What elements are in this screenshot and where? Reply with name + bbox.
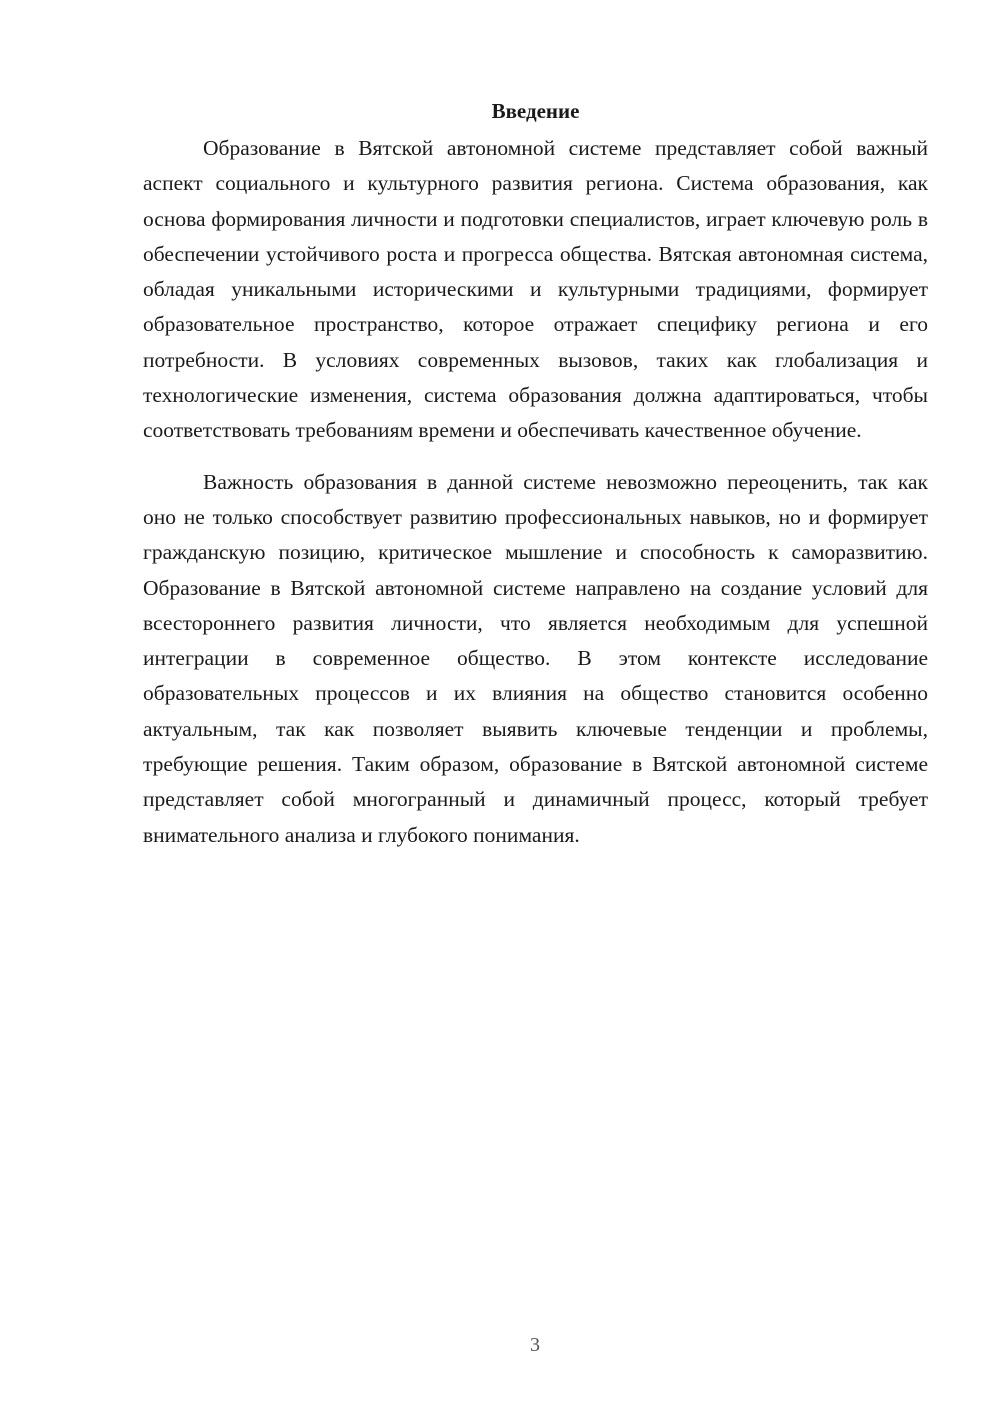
paragraph-2: Важность образования в данной системе невозможно переоценить, так как оно не только способствует развитию профессиональных навыков, но и формирует гражданскую позицию, критическое мышление и способность к саморазвитию. Образование в Вятской автономной системе направлено на создание условий для всестороннего развития личности, что является необходимым для успешной интеграции в современное общество. В этом контексте исследование образовательных процессов и их влияния на общество становится особенно актуальным, так как позволяет выявить ключевые тенденции и проблемы, требующие решения. Таким образом, образование в Вятской автономной системе представляет собой многогранный и динамичный процесс, который требует внимательного анализа и глубокого понимания. — [143, 469, 928, 847]
section-heading: Введение — [491, 99, 580, 123]
page-number: 3 — [530, 1334, 540, 1356]
paragraph-1: Образование в Вятской автономной системе представляет собой важный аспект социального и культурного развития региона. Система образования, как основа формирования личности и подготовки специалистов, играет ключевую роль в обеспечении устойчивого роста и прогресса общества. Вятская автономная система, обладая уникальными историческими и культурными традициями, формирует образовательное пространство, которое отражает специфику региона и его потребности. В условиях современных вызовов, таких как глобализация и технологические изменения, система образования должна адаптироваться, чтобы соответствовать требованиям времени и обеспечивать качественное обучение. — [143, 136, 928, 443]
page-content — [143, 93, 928, 853]
